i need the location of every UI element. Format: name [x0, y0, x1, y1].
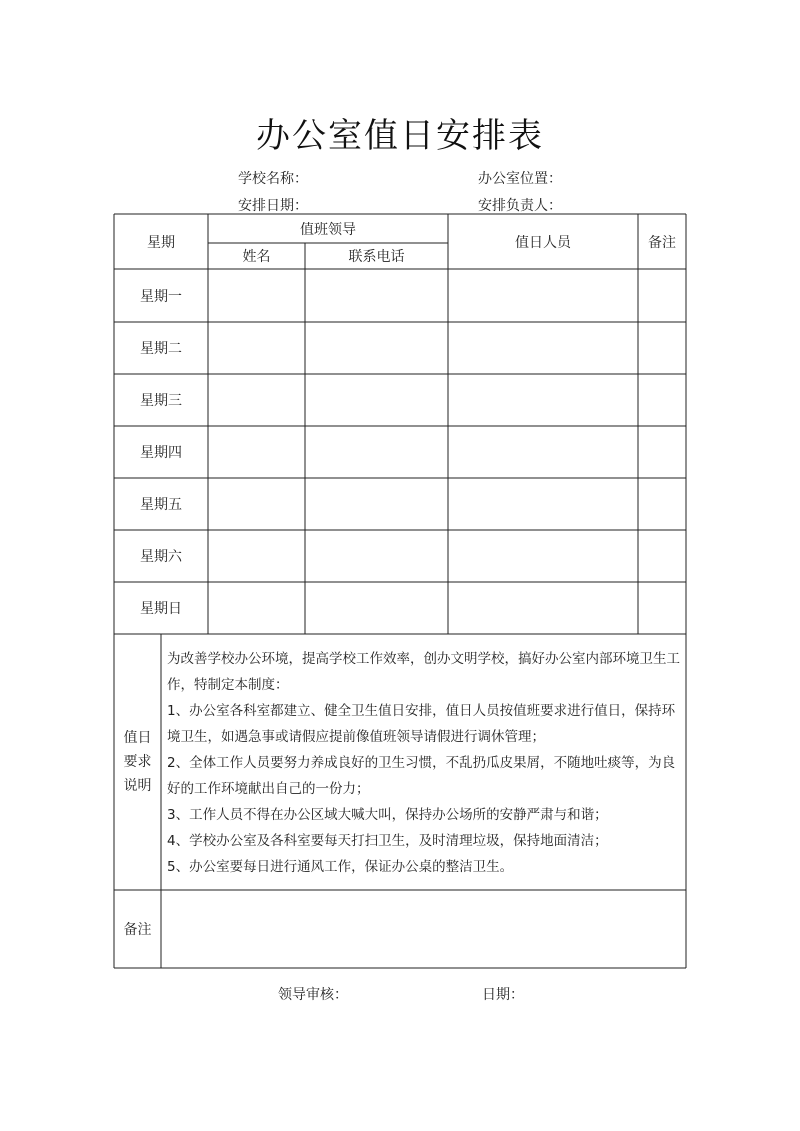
header-remarks: 备注	[648, 234, 676, 251]
requirements-intro: 为改善学校办公环境，提高学校工作效率，创办文明学校，搞好办公室内部环境卫生工作，特制定本制度：	[167, 651, 680, 693]
requirements-text	[167, 646, 683, 880]
requirements-label-line: 要求	[123, 754, 152, 770]
person-in-charge-label: 安排负责人：	[478, 198, 562, 214]
requirements-item: 4、学校办公室及各科室要每天打扫卫生，及时清理垃圾，保持地面清洁；	[167, 833, 608, 849]
requirements-item: 3、工作人员不得在办公区域大喊大叫，保持办公场所的安静严肃与和谐；	[167, 807, 608, 823]
weekday-cell-sunday: 星期日	[140, 601, 182, 617]
requirements-label-line: 值日	[123, 730, 152, 746]
header-weekday: 星期	[147, 234, 175, 251]
weekday-cell-tuesday: 星期二	[140, 341, 182, 357]
weekday-cell-monday: 星期一	[140, 288, 182, 305]
weekday-cell-saturday: 星期六	[140, 549, 182, 565]
header-name: 姓名	[242, 249, 271, 265]
weekday-cell-wednesday: 星期三	[140, 393, 182, 409]
requirements-item: 5、办公室要每日进行通风工作，保证办公桌的整洁卫生。	[167, 859, 514, 875]
weekday-cell-thursday: 星期四	[140, 445, 182, 461]
arrange-date-label: 安排日期：	[238, 198, 308, 214]
header-duty-leader: 值班领导	[300, 221, 356, 238]
remarks-label: 备注	[123, 922, 152, 938]
requirements-label-line: 说明	[123, 778, 152, 794]
header-phone: 联系电话	[348, 249, 405, 265]
date-label: 日期：	[482, 987, 524, 1003]
requirements-label	[114, 634, 161, 890]
requirements-item: 2、全体工作人员要努力养成良好的卫生习惯，不乱扔瓜皮果屑，不随地吐痰等，为良好的工作环境献出自己的一份力；	[167, 755, 676, 797]
office-location-label: 办公室位置：	[478, 171, 562, 187]
weekday-cell-friday: 星期五	[140, 497, 182, 513]
review-label: 领导审核：	[278, 987, 348, 1003]
school-name-label: 学校名称：	[238, 171, 308, 187]
page-title: 办公室值日安排表	[256, 116, 544, 156]
requirements-item: 1、办公室各科室都建立、健全卫生值日安排，值日人员按值班要求进行值日，保持环境卫生，如遇急事或请假应提前像值班领导请假进行调休管理；	[167, 703, 676, 745]
header-duty-staff: 值日人员	[515, 234, 571, 251]
